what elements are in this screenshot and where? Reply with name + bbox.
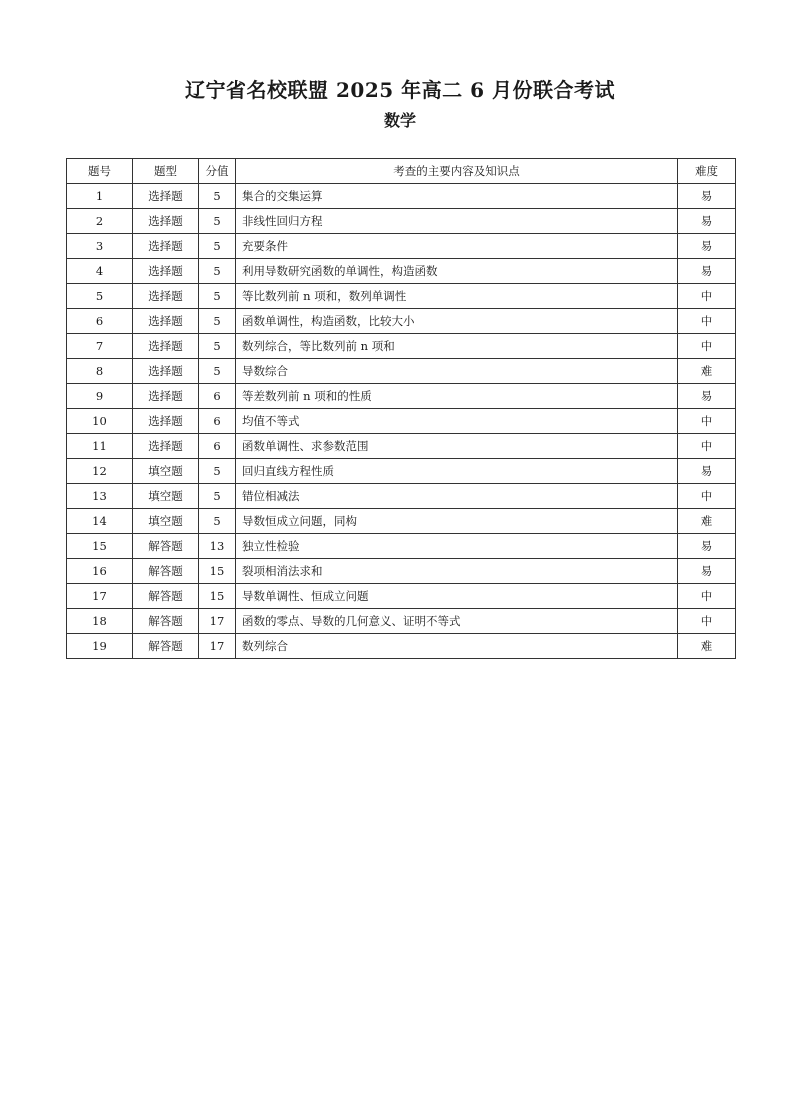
column-header-type: 题型 <box>133 159 199 184</box>
cell-difficulty: 难 <box>678 359 736 384</box>
cell-difficulty: 易 <box>678 534 736 559</box>
cell-score: 5 <box>199 334 236 359</box>
cell-number: 8 <box>67 359 133 384</box>
cell-question-type: 选择题 <box>133 384 199 409</box>
cell-difficulty: 难 <box>678 509 736 534</box>
table-row <box>67 434 736 459</box>
cell-score: 5 <box>199 184 236 209</box>
cell-question-type: 选择题 <box>133 259 199 284</box>
cell-content: 回归直线方程性质 <box>236 459 678 484</box>
cell-content: 充要条件 <box>236 234 678 259</box>
exam-analysis-table <box>66 158 736 659</box>
table-row <box>67 409 736 434</box>
cell-content: 导数综合 <box>236 359 678 384</box>
cell-score: 5 <box>199 309 236 334</box>
table-row <box>67 234 736 259</box>
cell-number: 15 <box>67 534 133 559</box>
cell-question-type: 选择题 <box>133 209 199 234</box>
cell-score: 17 <box>199 634 236 659</box>
cell-difficulty: 易 <box>678 459 736 484</box>
cell-number: 18 <box>67 609 133 634</box>
cell-question-type: 选择题 <box>133 309 199 334</box>
cell-difficulty: 易 <box>678 559 736 584</box>
cell-score: 6 <box>199 434 236 459</box>
cell-question-type: 选择题 <box>133 434 199 459</box>
cell-question-type: 选择题 <box>133 359 199 384</box>
cell-number: 13 <box>67 484 133 509</box>
cell-number: 2 <box>67 209 133 234</box>
cell-content: 集合的交集运算 <box>236 184 678 209</box>
cell-question-type: 填空题 <box>133 484 199 509</box>
cell-question-type: 选择题 <box>133 409 199 434</box>
table-row <box>67 609 736 634</box>
cell-score: 5 <box>199 209 236 234</box>
cell-number: 17 <box>67 584 133 609</box>
cell-score: 6 <box>199 409 236 434</box>
cell-difficulty: 易 <box>678 184 736 209</box>
cell-number: 10 <box>67 409 133 434</box>
cell-content: 非线性回归方程 <box>236 209 678 234</box>
cell-number: 19 <box>67 634 133 659</box>
cell-number: 14 <box>67 509 133 534</box>
cell-content: 裂项相消法求和 <box>236 559 678 584</box>
cell-content: 等比数列前 n 项和，数列单调性 <box>236 284 678 309</box>
cell-question-type: 解答题 <box>133 559 199 584</box>
table-row <box>67 334 736 359</box>
cell-number: 12 <box>67 459 133 484</box>
column-header-number: 题号 <box>67 159 133 184</box>
cell-question-type: 选择题 <box>133 184 199 209</box>
table-row <box>67 309 736 334</box>
table-row <box>67 484 736 509</box>
table-row <box>67 584 736 609</box>
table-row <box>67 534 736 559</box>
table-row <box>67 384 736 409</box>
cell-score: 5 <box>199 459 236 484</box>
cell-difficulty: 中 <box>678 284 736 309</box>
column-header-difficulty: 难度 <box>678 159 736 184</box>
table-row <box>67 509 736 534</box>
table-row <box>67 284 736 309</box>
table-row <box>67 559 736 584</box>
cell-content: 利用导数研究函数的单调性，构造函数 <box>236 259 678 284</box>
cell-question-type: 选择题 <box>133 284 199 309</box>
table-header <box>67 159 736 184</box>
cell-score: 5 <box>199 359 236 384</box>
cell-number: 11 <box>67 434 133 459</box>
cell-difficulty: 中 <box>678 334 736 359</box>
table-row <box>67 359 736 384</box>
cell-score: 6 <box>199 384 236 409</box>
cell-difficulty: 中 <box>678 434 736 459</box>
page-subtitle: 数学 <box>383 111 416 130</box>
cell-difficulty: 中 <box>678 309 736 334</box>
cell-score: 5 <box>199 234 236 259</box>
column-header-content: 考查的主要内容及知识点 <box>236 159 678 184</box>
cell-question-type: 填空题 <box>133 509 199 534</box>
cell-question-type: 解答题 <box>133 634 199 659</box>
table-body <box>67 184 736 659</box>
cell-number: 3 <box>67 234 133 259</box>
cell-question-type: 填空题 <box>133 459 199 484</box>
cell-score: 5 <box>199 284 236 309</box>
cell-number: 7 <box>67 334 133 359</box>
table-row <box>67 459 736 484</box>
cell-content: 导数恒成立问题，同构 <box>236 509 678 534</box>
cell-question-type: 选择题 <box>133 334 199 359</box>
cell-content: 等差数列前 n 项和的性质 <box>236 384 678 409</box>
cell-score: 5 <box>199 509 236 534</box>
table-row <box>67 634 736 659</box>
cell-difficulty: 难 <box>678 634 736 659</box>
cell-difficulty: 中 <box>678 409 736 434</box>
cell-difficulty: 易 <box>678 234 736 259</box>
table-row <box>67 259 736 284</box>
cell-content: 数列综合，等比数列前 n 项和 <box>236 334 678 359</box>
cell-score: 5 <box>199 259 236 284</box>
cell-number: 1 <box>67 184 133 209</box>
cell-question-type: 解答题 <box>133 534 199 559</box>
cell-number: 6 <box>67 309 133 334</box>
cell-difficulty: 中 <box>678 609 736 634</box>
column-header-score: 分值 <box>199 159 236 184</box>
header-row <box>67 159 736 184</box>
cell-content: 独立性检验 <box>236 534 678 559</box>
table-row <box>67 209 736 234</box>
table-row <box>67 184 736 209</box>
cell-score: 5 <box>199 484 236 509</box>
cell-content: 函数的零点、导数的几何意义、证明不等式 <box>236 609 678 634</box>
cell-number: 9 <box>67 384 133 409</box>
cell-content: 数列综合 <box>236 634 678 659</box>
cell-number: 5 <box>67 284 133 309</box>
cell-score: 13 <box>199 534 236 559</box>
cell-score: 17 <box>199 609 236 634</box>
page-title: 辽宁省名校联盟 2025 年高二 6 月份联合考试 <box>185 78 615 102</box>
cell-difficulty: 易 <box>678 384 736 409</box>
cell-score: 15 <box>199 559 236 584</box>
cell-number: 4 <box>67 259 133 284</box>
cell-difficulty: 易 <box>678 259 736 284</box>
cell-content: 函数单调性、求参数范围 <box>236 434 678 459</box>
cell-content: 导数单调性、恒成立问题 <box>236 584 678 609</box>
cell-content: 均值不等式 <box>236 409 678 434</box>
cell-content: 函数单调性，构造函数，比较大小 <box>236 309 678 334</box>
cell-score: 15 <box>199 584 236 609</box>
cell-content: 错位相减法 <box>236 484 678 509</box>
cell-question-type: 解答题 <box>133 584 199 609</box>
cell-difficulty: 中 <box>678 484 736 509</box>
cell-difficulty: 易 <box>678 209 736 234</box>
cell-number: 16 <box>67 559 133 584</box>
cell-question-type: 解答题 <box>133 609 199 634</box>
cell-difficulty: 中 <box>678 584 736 609</box>
cell-question-type: 选择题 <box>133 234 199 259</box>
